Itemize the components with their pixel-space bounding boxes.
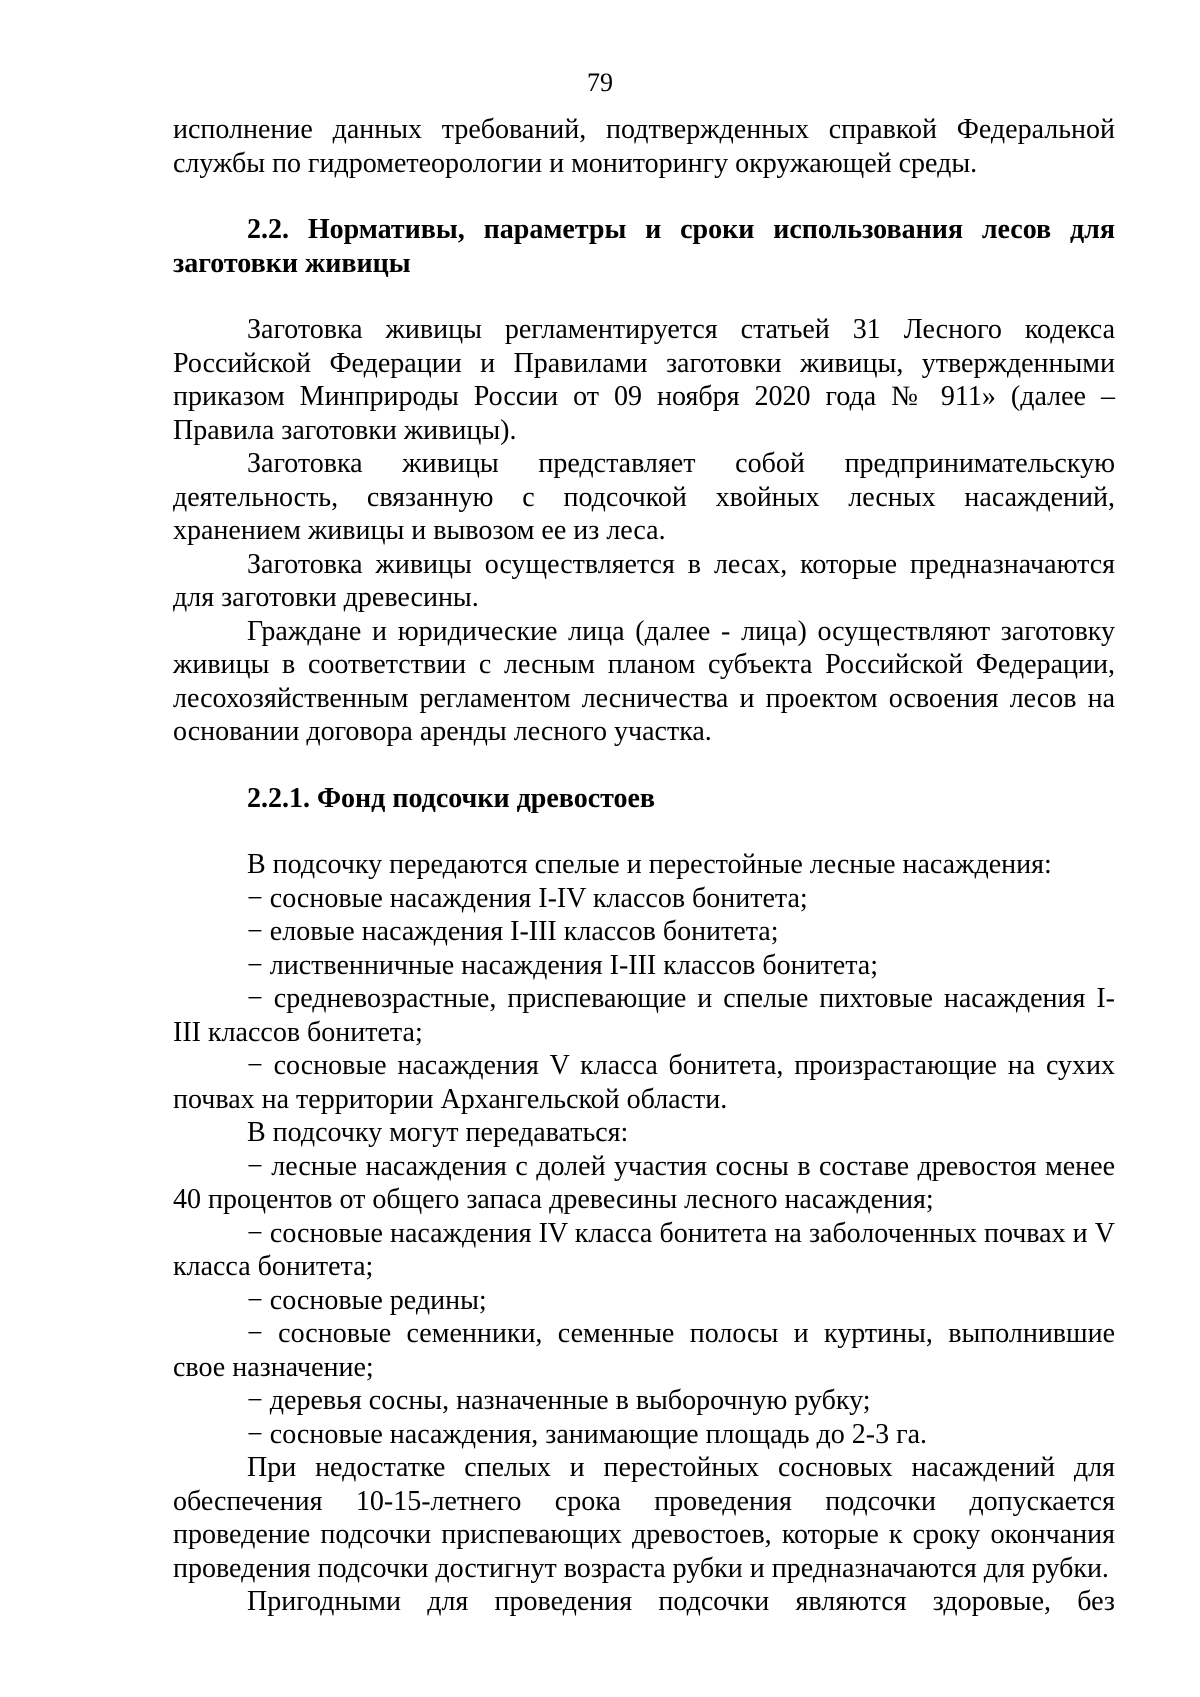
list-item: − еловые насаждения I-III классов бонитета; (247, 916, 779, 947)
paragraph-shortage: При недостатке спелых и перестойных сосновых насаждений для обеспечения 10-15-летнего срока проведения подсочки допускается проведение подсочки приспевающих древостоев, которые к сроку окончания проведения подсочки достигнут возраста рубки и предназначаются для рубки. (173, 1452, 1115, 1584)
section-heading-2-2: 2.2. Нормативы, параметры и сроки использования лесов для заготовки живицы (173, 214, 1115, 279)
list-item: − сосновые насаждения, занимающие площадь до 2-3 га. (247, 1418, 928, 1450)
paragraph-suitable: Пригодными для проведения подсочки являются здоровые, без (247, 1586, 1115, 1617)
list-item: − сосновые насаждения V класса бонитета, произрастающие на сухих почвах на территории Архангельской области. (173, 1050, 1115, 1115)
list-item: − деревья сосны, назначенные в выборочную рубку; (247, 1385, 871, 1416)
paragraph-definition: Заготовка живицы представляет собой предпринимательскую деятельность, связанную с подсочкой хвойных лесных насаждений, хранением живицы и вывозом ее из леса. (173, 448, 1115, 546)
paragraph-may-transfer: В подсочку могут передаваться: (247, 1117, 629, 1148)
list-item: − сосновые насаждения IV класса бонитета на заболоченных почвах и V класса бонитета; (173, 1217, 1115, 1282)
list-item: − сосновые насаждения I-IV классов бонитета; (247, 882, 808, 914)
paragraph-citizens: Граждане и юридические лица (далее - лица) осуществляют заготовку живицы в соответствии с лесным планом субъекта Российской Федерации, лесохозяйственным регламентом лесничества и проектом освоения лесов на основании договора аренды лесного участка. (173, 615, 1115, 747)
paragraph-forests: Заготовка живицы осуществляется в лесах, которые предназначаются для заготовки древесины. (173, 548, 1115, 613)
document-body (173, 113, 1115, 1619)
paragraph-regulation: Заготовка живицы регламентируется статьей 31 Лесного кодекса Российской Федерации и Правилами заготовки живицы, утвержденными приказом Минприроды России от 09 ноября 2020 года № 911» (далее – Правила заготовки живицы). (173, 314, 1115, 446)
paragraph-intro: исполнение данных требований, подтвержденных справкой Федеральной службы по гидрометеорологии и мониторингу окружающей среды. (173, 114, 1115, 179)
list-item: − средневозрастные, приспевающие и спелые пихтовые насаждения I-III классов бонитета; (173, 983, 1115, 1048)
list-item: − лиственничные насаждения I-III классов бонитета; (247, 949, 878, 981)
page-number: 79 (587, 68, 613, 97)
section-heading-2-2-1: 2.2.1. Фонд подсочки древостоев (247, 782, 656, 814)
list-item: − сосновые семенники, семенные полосы и куртины, выполнившие свое назначение; (173, 1318, 1115, 1383)
paragraph-transferred: В подсочку передаются спелые и перестойные лесные насаждения: (247, 849, 1052, 880)
list-item: − сосновые редины; (247, 1284, 487, 1316)
list-item: − лесные насаждения с долей участия сосны в составе древостоя менее 40 процентов от общего запаса древесины лесного насаждения; (173, 1150, 1115, 1215)
